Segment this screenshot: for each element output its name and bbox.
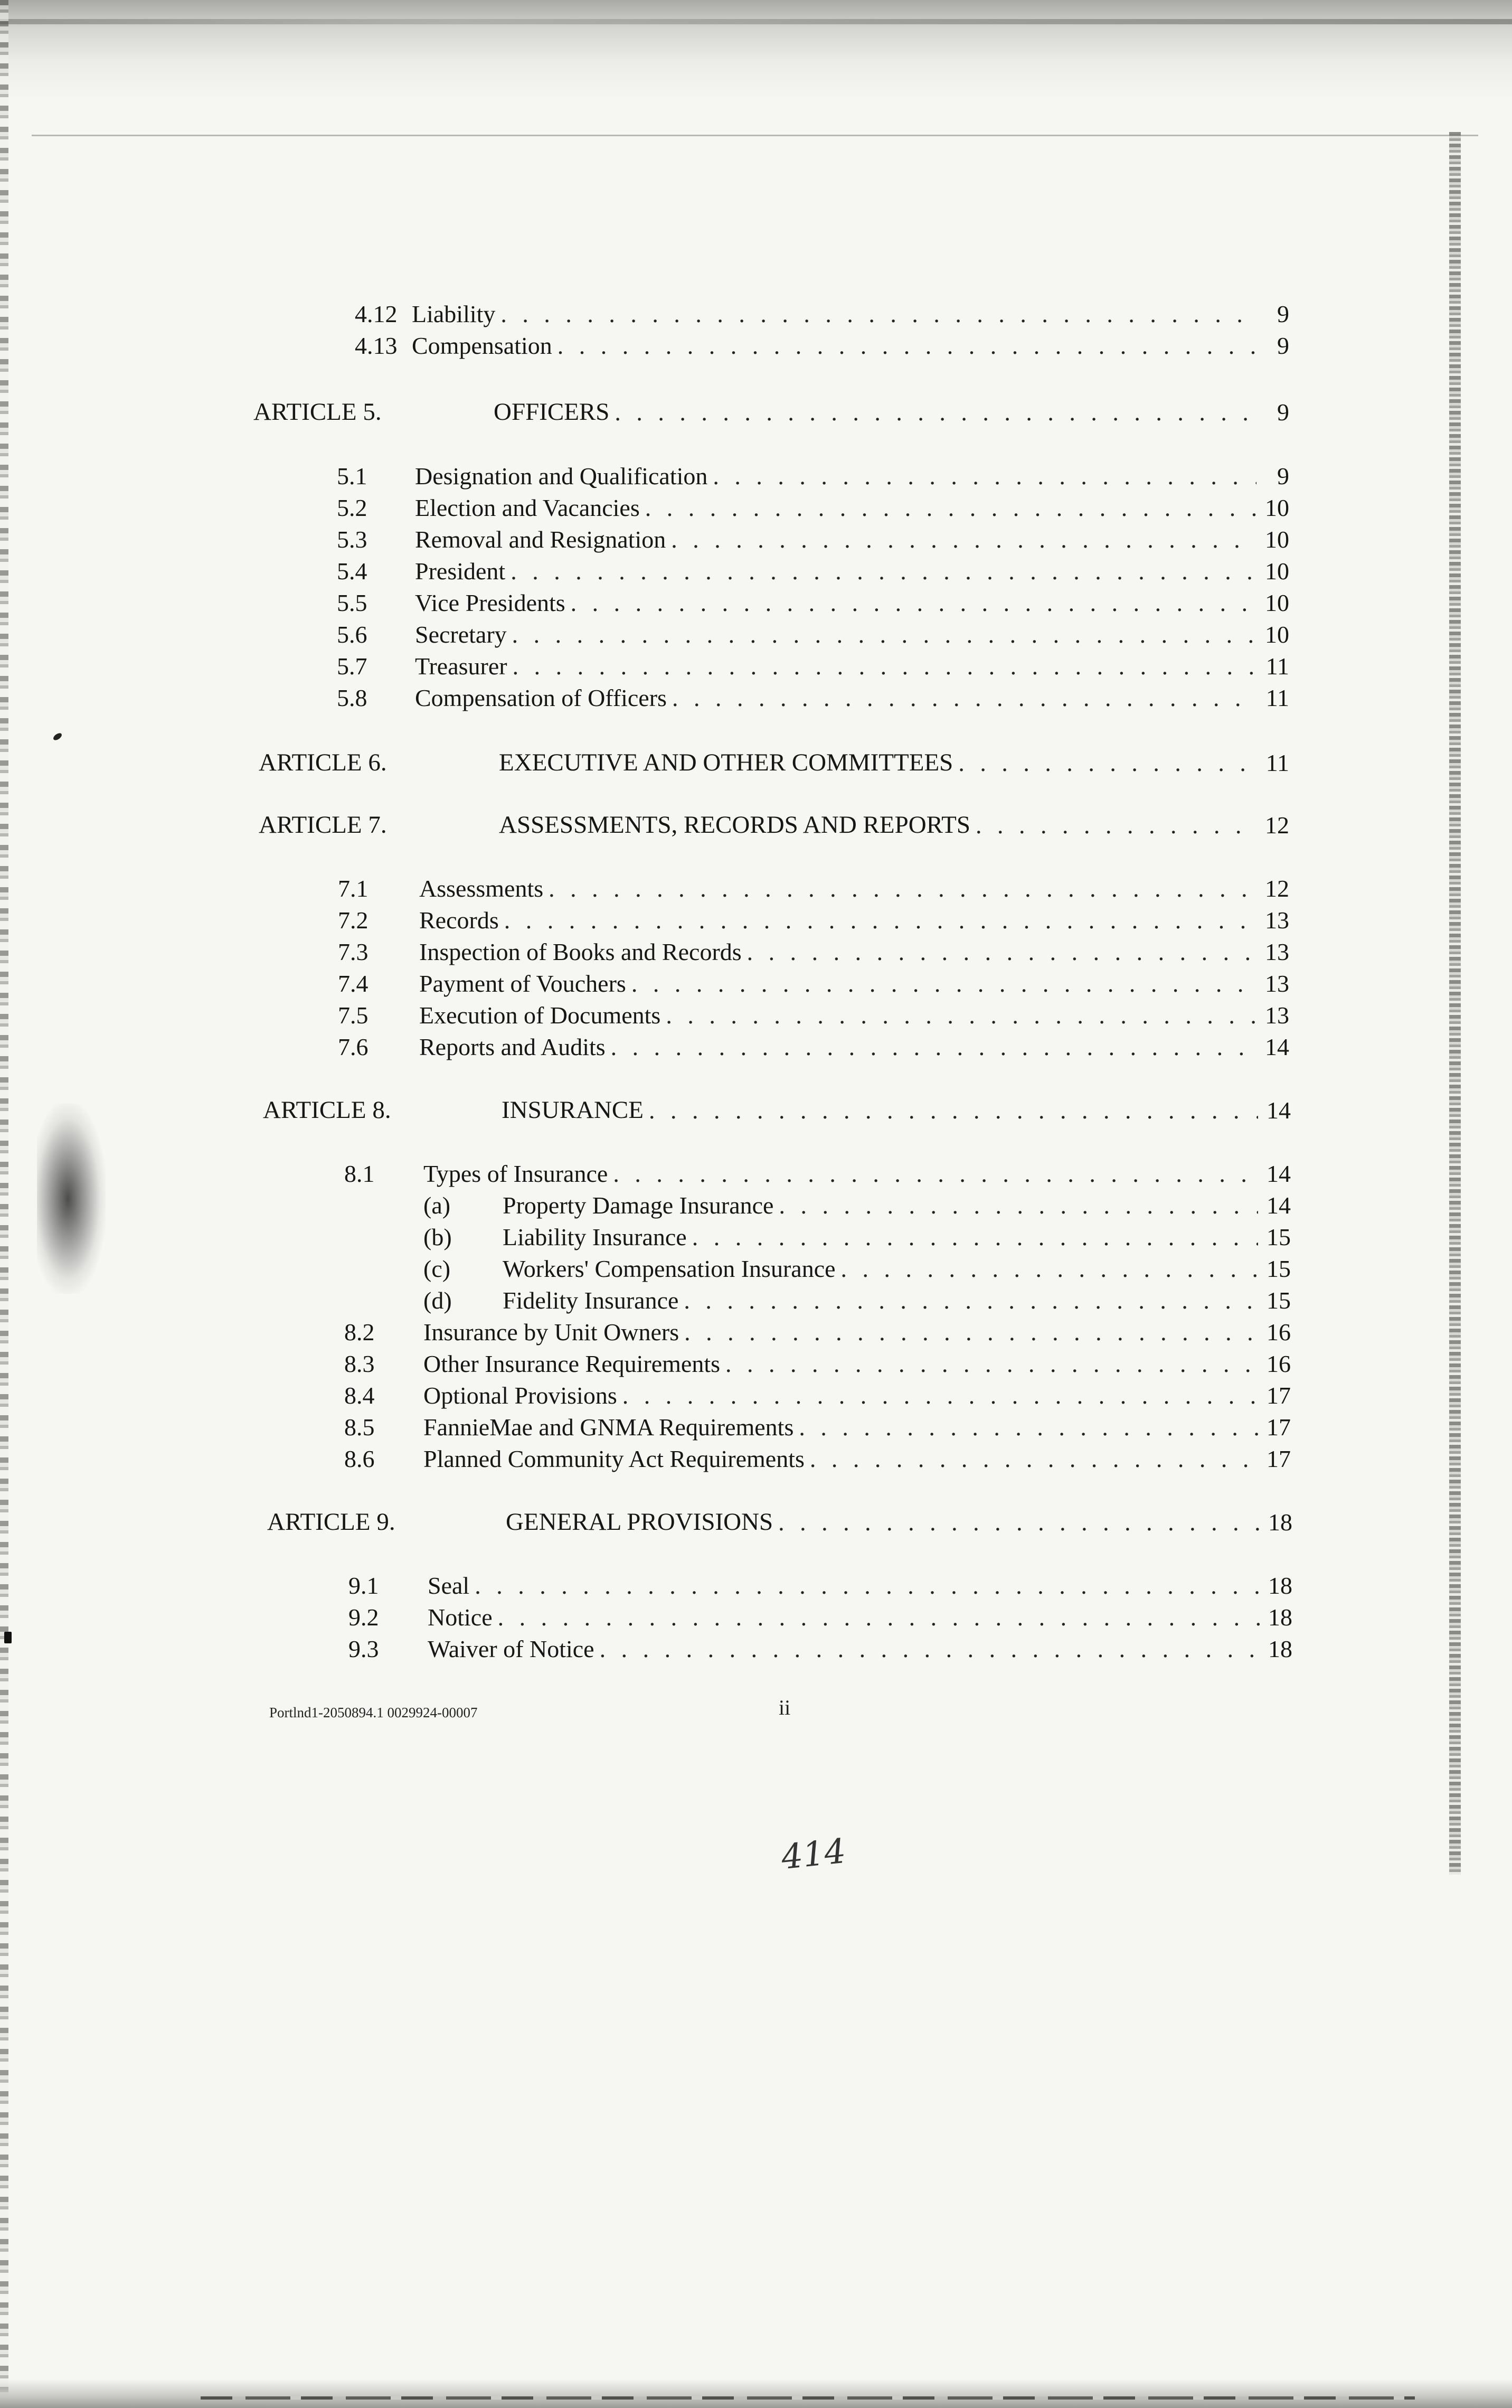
toc-entry (337, 516, 1289, 552)
toc-article-number: ARTICLE 9. (267, 1508, 395, 1536)
toc-number: 7.4 (338, 970, 368, 997)
toc-entry (344, 1309, 1291, 1344)
dot-leader (615, 400, 1256, 425)
toc-number: 5.1 (337, 463, 367, 490)
scan-speck (52, 732, 63, 742)
toc-subnumber: (b) (423, 1224, 452, 1250)
toc-article-title: EXECUTIVE AND OTHER COMMITTEES (499, 749, 953, 776)
toc-title: Insurance by Unit Owners (423, 1319, 679, 1346)
toc-number: 7.6 (338, 1033, 368, 1060)
dot-leader (778, 1510, 1260, 1535)
toc-page-number: 18 (1268, 1572, 1292, 1599)
toc-page-number: 9 (1277, 463, 1289, 490)
dot-leader (557, 334, 1256, 358)
toc-title: Election and Vacancies (415, 494, 640, 521)
toc-title: Removal and Resignation (415, 526, 666, 553)
scan-speck (4, 1632, 12, 1643)
toc-article-number: ARTICLE 7. (259, 811, 387, 839)
toc-subentry (423, 1277, 1291, 1313)
toc-entry (337, 611, 1289, 647)
toc-article-number: ARTICLE 6. (259, 749, 387, 776)
toc-title: Workers' Compensation Insurance (503, 1255, 836, 1282)
toc-number: 5.3 (337, 526, 367, 553)
toc-number: 8.2 (344, 1319, 375, 1346)
toc-page-number: 12 (1265, 812, 1289, 839)
toc-subnumber: (c) (423, 1255, 451, 1282)
toc-article-heading (259, 802, 1289, 838)
toc-number: 5.4 (337, 558, 367, 585)
toc-page-number: 17 (1267, 1382, 1291, 1409)
toc-page-number: 14 (1267, 1160, 1291, 1187)
toc-article-heading (259, 739, 1289, 775)
toc-entry (338, 992, 1289, 1028)
toc-number: 7.2 (338, 907, 368, 934)
toc-page-number: 10 (1265, 494, 1289, 521)
toc-title: Types of Insurance (423, 1160, 608, 1187)
toc-page-number: 16 (1267, 1350, 1291, 1377)
dot-leader (611, 1035, 1256, 1059)
scan-edge-left (0, 0, 8, 2408)
toc-title: Execution of Documents (419, 1002, 661, 1029)
scan-edge-bottom (201, 2396, 1415, 2400)
dot-leader (958, 751, 1256, 775)
dot-leader (810, 1447, 1258, 1471)
toc-entry (338, 960, 1289, 996)
toc-number: 8.5 (344, 1414, 375, 1441)
toc-page-number: 14 (1267, 1192, 1291, 1219)
toc-page-number: 18 (1268, 1509, 1292, 1536)
toc-page-number: 13 (1265, 938, 1289, 965)
toc-number: 8.3 (344, 1350, 375, 1377)
toc-entry (344, 1340, 1291, 1376)
toc-entry (337, 484, 1289, 520)
dot-leader (600, 1637, 1260, 1661)
toc-entry (338, 897, 1289, 933)
toc-page-number: 13 (1265, 907, 1289, 934)
toc-page-number: 18 (1268, 1604, 1292, 1631)
toc-title: Vice Presidents (415, 589, 565, 616)
toc-number: 5.2 (337, 494, 367, 521)
dot-leader (649, 1098, 1258, 1123)
toc-page-number: 15 (1267, 1255, 1291, 1282)
toc-page-number: 15 (1267, 1224, 1291, 1250)
toc-article-heading (263, 1087, 1291, 1123)
toc-entry (348, 1594, 1292, 1630)
toc-entry (355, 290, 1289, 326)
toc-entry (348, 1562, 1292, 1598)
toc-title: Notice (428, 1604, 493, 1631)
toc-title: Liability (412, 300, 496, 327)
toc-article-title: ASSESSMENTS, RECORDS AND REPORTS (499, 811, 971, 839)
scan-smudge (37, 1104, 106, 1294)
toc-entry (348, 1625, 1292, 1661)
scan-shadow-top (0, 0, 1512, 100)
toc-page-number: 13 (1265, 970, 1289, 997)
scan-line-top (32, 135, 1478, 136)
toc-number: 8.6 (344, 1445, 375, 1472)
dot-leader (976, 813, 1256, 838)
toc-entry (344, 1404, 1291, 1440)
toc-page-number: 12 (1265, 875, 1289, 902)
toc-entry (344, 1150, 1291, 1186)
toc-page-number: 17 (1267, 1445, 1291, 1472)
toc-page-number: 11 (1265, 749, 1289, 776)
toc-title: Fidelity Insurance (503, 1287, 679, 1314)
toc-title: Planned Community Act Requirements (423, 1445, 805, 1472)
toc-entry (344, 1435, 1291, 1471)
toc-page-number: 17 (1267, 1414, 1291, 1441)
toc-title: Records (419, 907, 499, 934)
toc-article-title: OFFICERS (494, 398, 610, 426)
scan-shadow-bottom (0, 2379, 1512, 2408)
toc-page-number: 10 (1265, 589, 1289, 616)
toc-title: Property Damage Insurance (503, 1192, 774, 1219)
toc-title: Payment of Vouchers (419, 970, 626, 997)
toc-title: President (415, 558, 506, 585)
toc-page-number: 15 (1267, 1287, 1291, 1314)
toc-title: Inspection of Books and Records (419, 938, 742, 965)
toc-number: 9.2 (348, 1604, 379, 1631)
toc-entry (338, 928, 1289, 964)
toc-entry (355, 322, 1289, 358)
toc-title: Seal (428, 1572, 470, 1599)
toc-title: FannieMae and GNMA Requirements (423, 1414, 794, 1441)
toc-entry (337, 548, 1289, 584)
toc-title: Other Insurance Requirements (423, 1350, 721, 1377)
toc-number: 5.8 (337, 684, 367, 711)
toc-page-number: 18 (1268, 1635, 1292, 1662)
toc-page-number: 9 (1277, 332, 1289, 359)
toc-number: 7.5 (338, 1002, 368, 1029)
toc-article-heading (267, 1499, 1292, 1535)
toc-title: Compensation (412, 332, 552, 359)
toc-title: Designation and Qualification (415, 463, 708, 490)
toc-number: 8.1 (344, 1160, 375, 1187)
toc-entry (337, 674, 1289, 710)
toc-article-heading (253, 389, 1289, 425)
toc-title: Waiver of Notice (428, 1635, 594, 1662)
toc-page-number: 11 (1265, 653, 1289, 680)
toc-article-title: INSURANCE (502, 1096, 644, 1124)
scan-edge-right (1449, 132, 1461, 1875)
toc-page-number: 9 (1277, 399, 1289, 426)
toc-title: Optional Provisions (423, 1382, 617, 1409)
toc-page-number: 10 (1265, 558, 1289, 585)
toc-number: 7.1 (338, 875, 368, 902)
scan-edge-top (0, 19, 1512, 24)
toc-article-number: ARTICLE 5. (253, 398, 382, 426)
toc-article-number: ARTICLE 8. (263, 1096, 391, 1124)
toc-subentry (423, 1214, 1291, 1249)
toc-title: Reports and Audits (419, 1033, 606, 1060)
toc-entry (337, 643, 1289, 679)
toc-number: 9.1 (348, 1572, 379, 1599)
toc-article-title: GENERAL PROVISIONS (506, 1508, 773, 1536)
toc-entry (337, 579, 1289, 615)
handwritten-page-note: 414 (779, 1831, 848, 1878)
toc-number: 5.6 (337, 621, 367, 648)
footer-document-id: Portlnd1-2050894.1 0029924-00007 (269, 1705, 478, 1720)
toc-title: Liability Insurance (503, 1224, 687, 1250)
toc-title: Secretary (415, 621, 507, 648)
toc-page-number: 9 (1277, 300, 1289, 327)
toc-page-number: 10 (1265, 621, 1289, 648)
toc-number: 8.4 (344, 1382, 375, 1409)
toc-subentry (423, 1182, 1291, 1218)
toc-entry (337, 453, 1289, 488)
toc-number: 4.12 (355, 300, 398, 327)
toc-page-number: 14 (1267, 1097, 1291, 1124)
footer-page-number: ii (779, 1696, 791, 1719)
toc-number: 7.3 (338, 938, 368, 965)
toc-number: 5.5 (337, 589, 367, 616)
toc-subentry (423, 1245, 1291, 1281)
toc-number: 9.3 (348, 1635, 379, 1662)
toc-page-number: 16 (1267, 1319, 1291, 1346)
toc-page-number: 11 (1265, 684, 1289, 711)
toc-number: 5.7 (337, 653, 367, 680)
toc-page-number: 10 (1265, 526, 1289, 553)
toc-subnumber: (d) (423, 1287, 452, 1314)
toc-subnumber: (a) (423, 1192, 451, 1219)
toc-page-number: 13 (1265, 1002, 1289, 1029)
toc-number: 4.13 (355, 332, 398, 359)
toc-entry (338, 865, 1289, 901)
toc-title: Assessments (419, 875, 544, 902)
dot-leader (672, 686, 1256, 710)
toc-entry (344, 1372, 1291, 1408)
toc-entry (338, 1023, 1289, 1059)
toc-title: Treasurer (415, 653, 507, 680)
toc-title: Compensation of Officers (415, 684, 667, 711)
toc-page-number: 14 (1265, 1033, 1289, 1060)
